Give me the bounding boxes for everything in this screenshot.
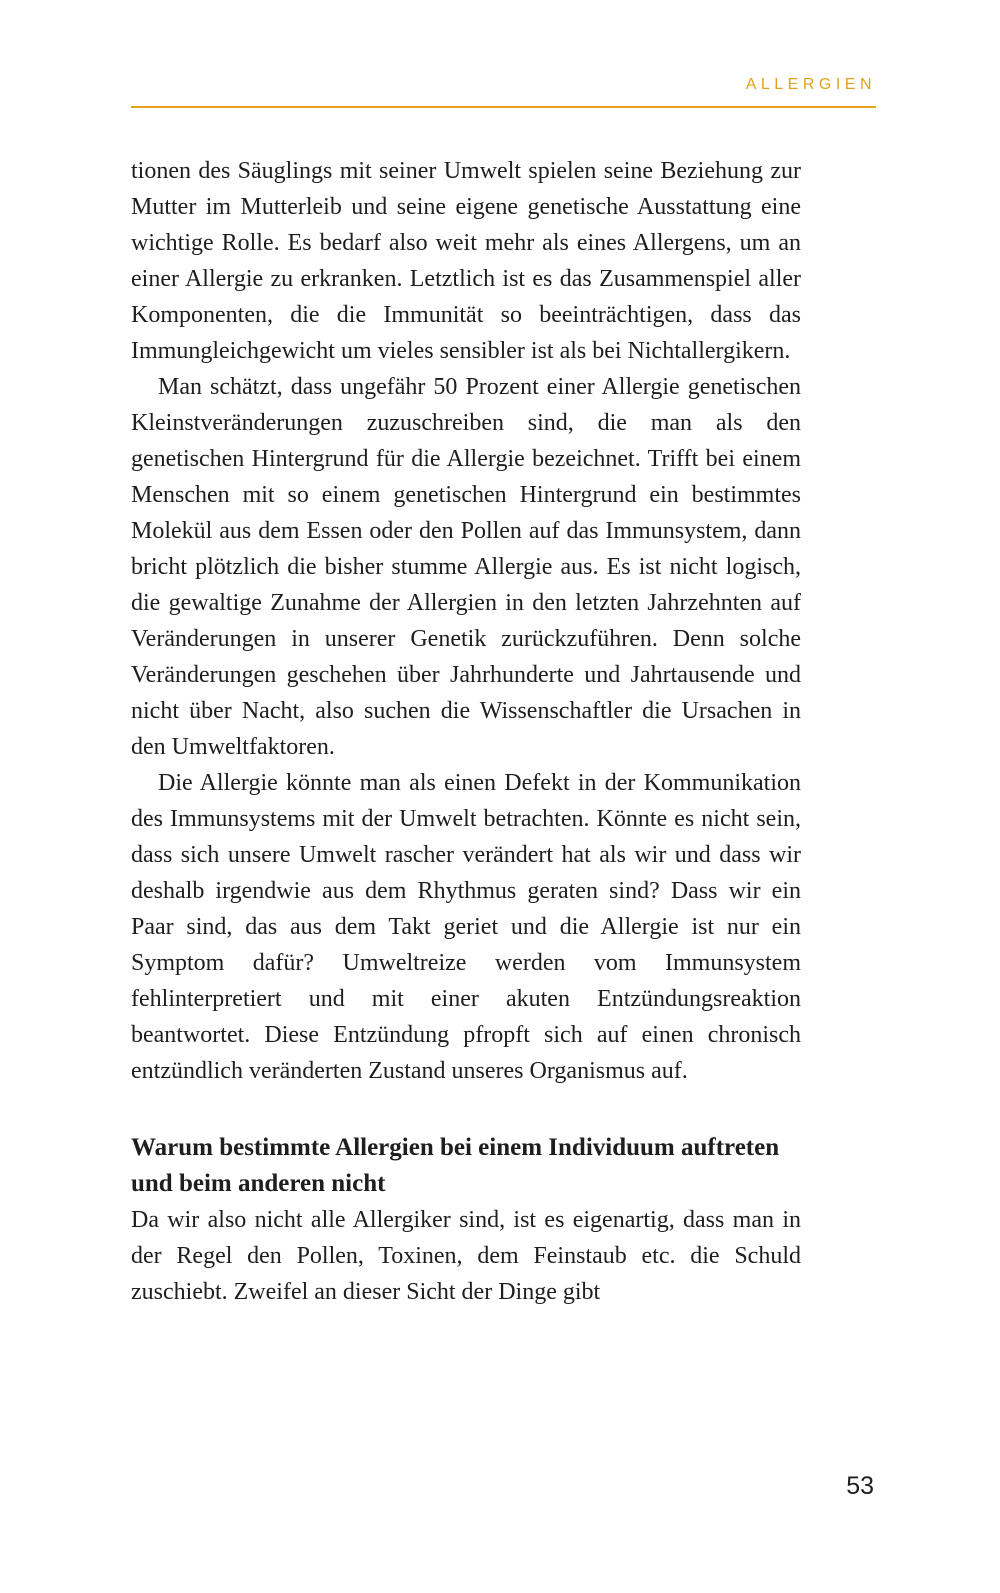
body-paragraph-2: Man schätzt, dass ungefähr 50 Prozent einer Allergie genetischen Kleinstveränderungen zuzuschreiben sind, die man als den genetischen Hintergrund für die Allergie bezeichnet. Trifft bei einem Menschen mit so einem genetischen Hintergrund ein bestimmtes Molekül aus dem Essen oder den Pollen auf das Immunsystem, dann bricht plötzlich die bisher stumme Allergie aus. Es ist nicht logisch, die gewaltige Zunahme der Allergien in den letzten Jahrzehnten auf Veränderungen in unserer Genetik zurückzuführen. Denn solche Veränderungen geschehen über Jahrhunderte und Jahrtausende und nicht über Nacht, also suchen die Wissenschaftler die Ursachen in den Umweltfaktoren. [131,374,801,760]
body-text [131,153,801,1310]
running-head-title: ALLERGIEN [745,76,876,93]
section-paragraph: Da wir also nicht alle Allergiker sind, ist es eigenartig, dass man in der Regel den Pollen, Toxinen, dem Feinstaub etc. die Schuld zuschiebt. Zweifel an dieser Sicht der Dinge gibt [131,1207,801,1305]
header-rule [131,106,876,108]
body-paragraph-3: Die Allergie könnte man als einen Defekt in der Kommunikation des Immunsystems mit der Umwelt betrachten. Könnte es nicht sein, dass sich unsere Umwelt rascher verändert hat als wir und dass wir deshalb irgendwie aus dem Rhythmus geraten sind? Dass wir ein Paar sind, das aus dem Takt geriet und die Allergie ist nur ein Symptom dafür? Umweltreize werden vom Immunsystem fehlinterpretiert und mit einer akuten Entzündungsreaktion beantwortet. Diese Entzündung pfropft sich auf einen chronisch entzündlich veränderten Zustand unseres Organismus auf. [131,770,801,1084]
body-paragraph-1: tionen des Säuglings mit seiner Umwelt spielen seine Beziehung zur Mutter im Mutterleib und seine eigene genetische Ausstattung eine wichtige Rolle. Es bedarf also weit mehr als eines Allergens, um an einer Allergie zu erkranken. Letztlich ist es das Zusammenspiel aller Komponenten, die die Immunität so beeinträchtigen, dass das Immungleichgewicht um vieles sensibler ist als bei Nichtallergikern. [131,158,801,364]
page-number: 53 [846,1472,874,1500]
section-heading: Warum bestimmte Allergien bei einem Individuum auftreten und beim anderen nicht [131,1134,780,1197]
